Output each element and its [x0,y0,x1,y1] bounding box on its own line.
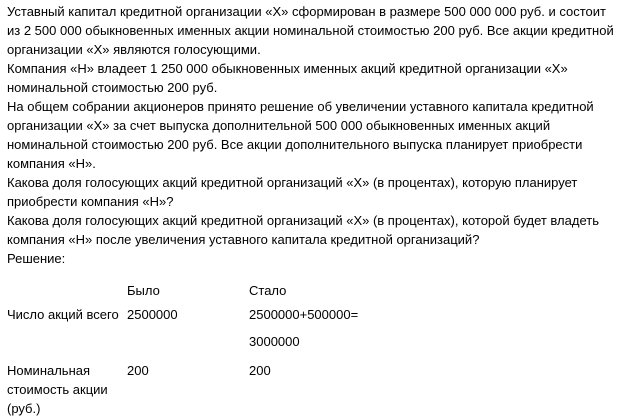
table-row [7,305,449,361]
header-blank-cell [7,281,127,305]
solution-heading: Решение: [7,251,66,266]
row-shares-before: 2500000 [127,307,178,322]
solution-table [7,281,449,418]
paragraph-meeting-decision: На общем собрании акционеров принято решение об увеличении уставного капитала кредитной организации «Х» за счет выпуска дополнительной 500 000 обыкновенных именных акций номинальной стоимостью 200 руб. Все акции дополнительного выпуска планирует приобрести компания «Н». [7,99,594,171]
table-row [7,361,449,418]
table-header-row [7,281,449,305]
paragraph-question-1: Какова доля голосующих акций кредитной организаций «Х» (в процентах), которую планирует приобрести компания «Н»? [7,175,578,209]
problem-text [7,2,615,249]
row-label-shares-total: Число акций всего [7,307,119,322]
paragraph-capital: Уставный капитал кредитной организации «Х» сформирован в размере 500 000 000 руб. и состоит из 2 500 000 обыкновенных именных акции номинальной стоимостью 200 руб. Все акции кредитной организации «Х» являются голосующими. [7,4,614,57]
shares-after-result: 3000000 [249,334,300,349]
row-nominal-after: 200 [249,363,271,378]
row-nominal-before: 200 [127,363,149,378]
row-shares-after [249,305,449,361]
row-label-nominal-value: Номинальная стоимость акции (руб.) [7,363,108,416]
header-before: Было [127,283,160,298]
paragraph-question-2: Какова доля голосующих акций кредитной организаций «Х» (в процентах), которой будет владеть компания «Н» после увеличения уставного капитала кредитной организаций? [7,213,599,247]
header-after: Стало [249,283,287,298]
shares-after-expression: 2500000+500000= [249,307,359,322]
paragraph-company-holding: Компания «Н» владеет 1 250 000 обыкновенных именных акций кредитной организации «Х» номинальной стоимостью 200 руб. [7,61,568,95]
